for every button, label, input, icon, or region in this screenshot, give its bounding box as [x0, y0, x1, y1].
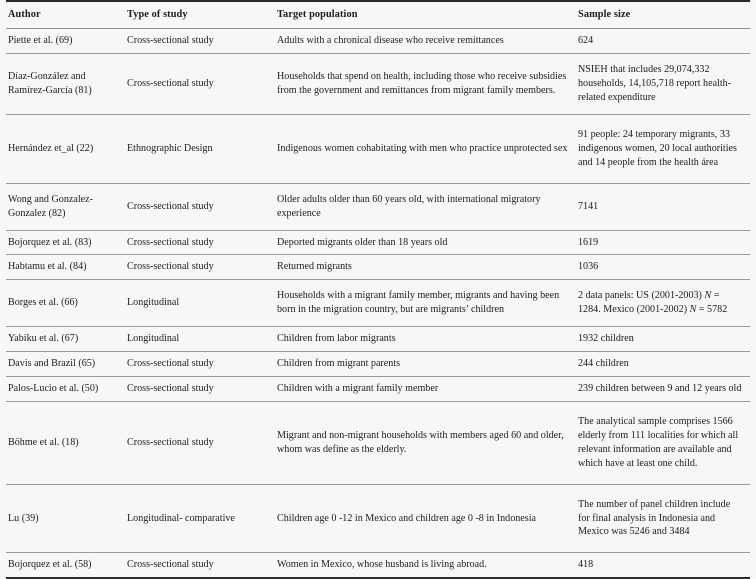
table-row [6, 352, 750, 377]
cell-target-population: Migrant and non-migrant households with members aged 60 and older, whom was define as the elderly. [277, 429, 564, 455]
cell-type-of-study: Cross-sectional study [127, 35, 214, 47]
cell-target-population: Returned migrants [277, 261, 352, 273]
cell-target-population: Children from migrant parents [277, 358, 401, 370]
table-row [6, 401, 750, 484]
cell-sample-size: 1619 [578, 236, 599, 248]
table-header [6, 1, 750, 29]
table-row [6, 29, 750, 54]
table-header-row [6, 1, 750, 29]
table-row [6, 230, 750, 255]
cell-author: Piette et al. (69) [8, 35, 73, 47]
cell-author: Habtamu et al. (84) [8, 261, 87, 273]
cell-sample-size: 1932 children [578, 333, 634, 345]
cell-target-population: Deported migrants older than 18 years old [277, 236, 448, 248]
table-row [6, 54, 750, 115]
cell-sample-size: 239 children between 9 and 12 years old [578, 383, 742, 395]
cell-author: Borges et al. (66) [8, 297, 78, 309]
cell-sample-size: The analytical sample comprises 1566 elderly from 111 localities for which all relevant information are available and which have at least one child. [578, 415, 739, 469]
cell-target-population: Households with a migrant family member, migrants and having been born in the migration country, but are migrants’ children [277, 290, 560, 316]
cell-author: Bojorquez et al. (83) [8, 236, 92, 248]
table-row [6, 553, 750, 578]
italic-n: N [689, 304, 697, 316]
cell-sample-size: 624 [578, 35, 594, 47]
cell-type-of-study: Ethnographic Design [127, 142, 213, 154]
cell-sample-size: 2 data panels: US (2001-2003) N = 1284. Mexico (2001-2002) N = 5782 [578, 290, 728, 316]
cell-author: Bojorquez et al. (58) [8, 559, 92, 571]
cell-sample-size: 244 children [578, 358, 629, 370]
cell-type-of-study: Longitudinal [127, 297, 180, 309]
cell-author: Yabiku et al. (67) [8, 333, 79, 345]
table-body [6, 29, 750, 579]
cell-target-population: Children with a migrant family member [277, 383, 439, 395]
column-header-type-of-study: Type of study [127, 9, 188, 20]
column-header-target-population: Target population [277, 9, 358, 20]
cell-type-of-study: Cross-sectional study [127, 78, 214, 90]
table-row [6, 114, 750, 183]
column-header-author: Author [8, 9, 41, 20]
cell-sample-size: 7141 [578, 200, 599, 212]
study-characteristics-table [6, 0, 750, 579]
cell-type-of-study: Longitudinal [127, 333, 180, 345]
table-row [6, 484, 750, 553]
cell-type-of-study: Cross-sectional study [127, 200, 214, 212]
cell-target-population: Women in Mexico, whose husband is living abroad. [277, 559, 487, 571]
table-row [6, 183, 750, 230]
cell-author: Díaz-González and Ramírez-García (81) [8, 71, 92, 96]
cell-sample-size: The number of panel children include for final analysis in Indonesia and Mexico was 5246 and 3484 [578, 498, 731, 538]
cell-type-of-study: Cross-sectional study [127, 236, 214, 248]
column-header-sample-size: Sample size [578, 9, 631, 20]
cell-target-population: Indigenous women cohabitating with men who practice unprotected sex [277, 142, 568, 154]
cell-type-of-study: Cross-sectional study [127, 358, 214, 370]
cell-author: Palos-Lucio et al. (50) [8, 383, 99, 395]
cell-sample-size: NSIEH that includes 29,074,332 households, 14,105,718 report health-related expenditure [578, 64, 732, 103]
table-row [6, 280, 750, 327]
cell-type-of-study: Cross-sectional study [127, 559, 214, 571]
cell-author: Lu (39) [8, 512, 39, 524]
cell-author: Hernández et_al (22) [8, 142, 94, 154]
cell-type-of-study: Cross-sectional study [127, 436, 214, 448]
cell-target-population: Children from labor migrants [277, 333, 396, 345]
cell-author: Davis and Brazil (65) [8, 358, 96, 370]
cell-target-population: Children age 0 -12 in Mexico and children age 0 -8 in Indonesia [277, 512, 536, 524]
table-row [6, 377, 750, 402]
cell-type-of-study: Cross-sectional study [127, 383, 214, 395]
cell-sample-size: 418 [578, 559, 594, 571]
cell-author: Böhme et al. (18) [8, 436, 79, 448]
table-row [6, 255, 750, 280]
cell-sample-size: 91 people: 24 temporary migrants, 33 indigenous women, 20 local authorities and 14 people from the health área [578, 128, 737, 168]
table-row [6, 327, 750, 352]
italic-n: N [704, 290, 712, 302]
cell-type-of-study: Cross-sectional study [127, 261, 214, 273]
cell-sample-size: 1036 [578, 261, 599, 273]
cell-target-population: Adults with a chronical disease who receive remittances [277, 35, 504, 47]
cell-author: Wong and Gonzalez-Gonzalez (82) [8, 193, 93, 219]
cell-type-of-study: Longitudinal- comparative [127, 512, 235, 524]
cell-target-population: Older adults older than 60 years old, with international migratory experience [277, 193, 541, 219]
cell-target-population: Households that spend on health, including those who receive subsidies from the government and remittances from migrant family members. [277, 71, 567, 96]
